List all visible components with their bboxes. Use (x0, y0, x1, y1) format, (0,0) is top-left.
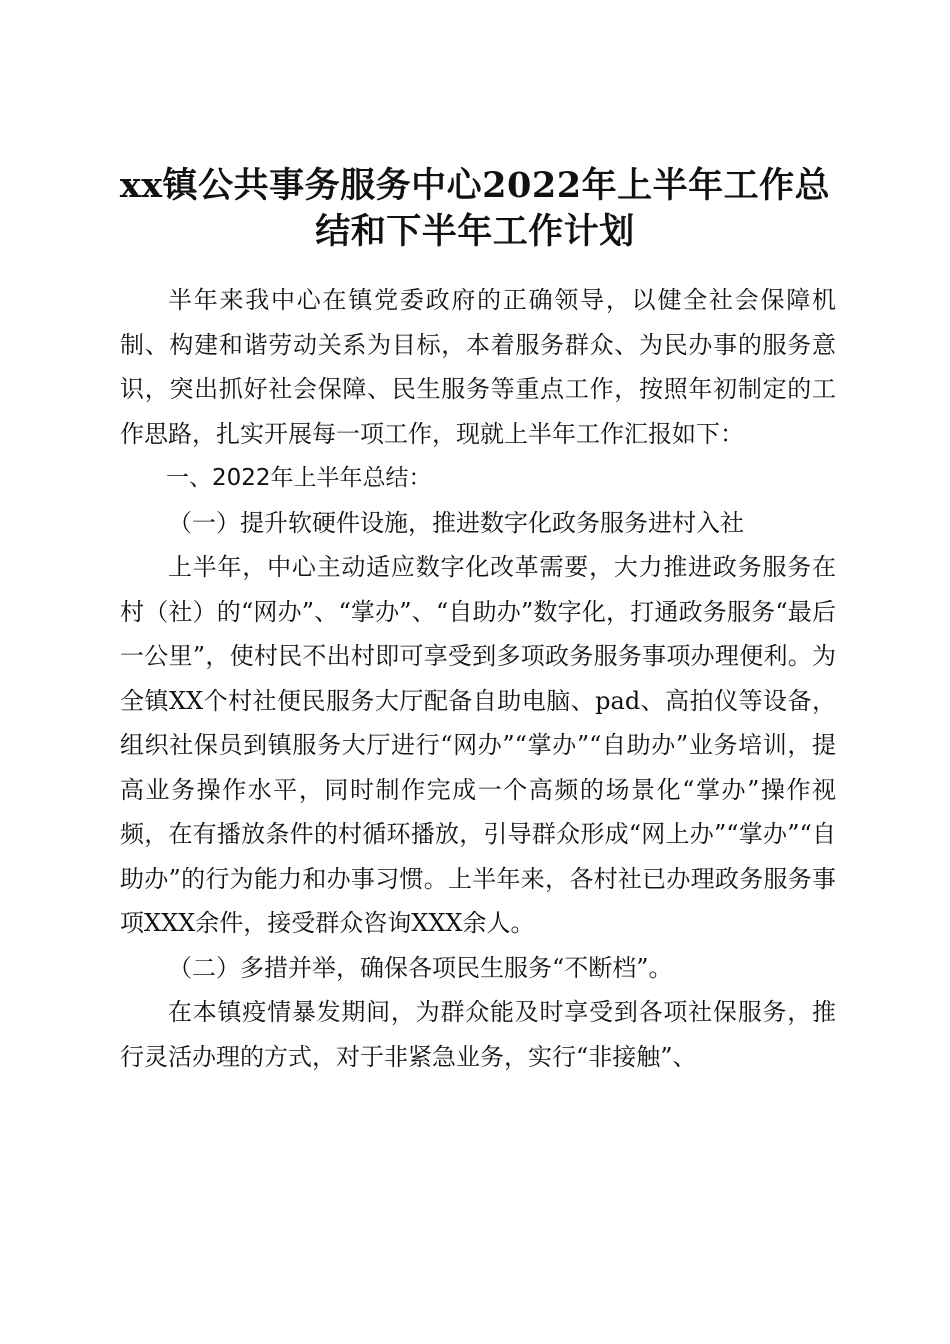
subsection-heading-livelihood: （二）多措并举，确保各项民生服务“不断档”。 (168, 953, 673, 982)
title-line-2: 结和下半年工作计划 (315, 211, 635, 253)
livelihood-paragraph: 在本镇疫情暴发期间，为群众能及时享受到各项社保服务，推行灵活办理的方式，对于非紧急业务，实行“非接触”、 (120, 998, 836, 1071)
subsection-heading-digital: （一）提升软硬件设施，推进数字化政务服务进村入社 (168, 508, 744, 537)
section-heading-summary: 一、2022年上半年总结： (166, 465, 432, 491)
document-title (100, 163, 850, 255)
title-line-1: xx镇公共事务服务中心2022年上半年工作总 (119, 165, 831, 207)
digital-services-paragraph: 上半年，中心主动适应数字化改革需要，大力推进政务服务在村（社）的“网办”、“掌办”、“自助办”数字化，打通政务服务“最后一公里”，使村民不出村即可享受到多项政务服务事项办理便利。为全镇XX个村社便民服务大厅配备自助电脑、pad、高拍仪等设备，组织社保员到镇服务大厅进行“网办”“掌办”“自助办”业务培训，提高业务操作水平，同时制作完成一个高频的场景化“掌办”操作视频，在有播放条件的村循环播放，引导群众形成“网上办”“掌办”“自助办”的行为能力和办事习惯。上半年来，各村社已办理政务服务事项XXX余件，接受群众咨询XXX余人。 (120, 553, 836, 937)
document-body (120, 278, 836, 1079)
intro-paragraph: 半年来我中心在镇党委政府的正确领导，以健全社会保障机制、构建和谐劳动关系为目标，本着服务群众、为民办事的服务意识，突出抓好社会保障、民生服务等重点工作，按照年初制定的工作思路，扎实开展每一项工作，现就上半年工作汇报如下： (120, 286, 836, 448)
